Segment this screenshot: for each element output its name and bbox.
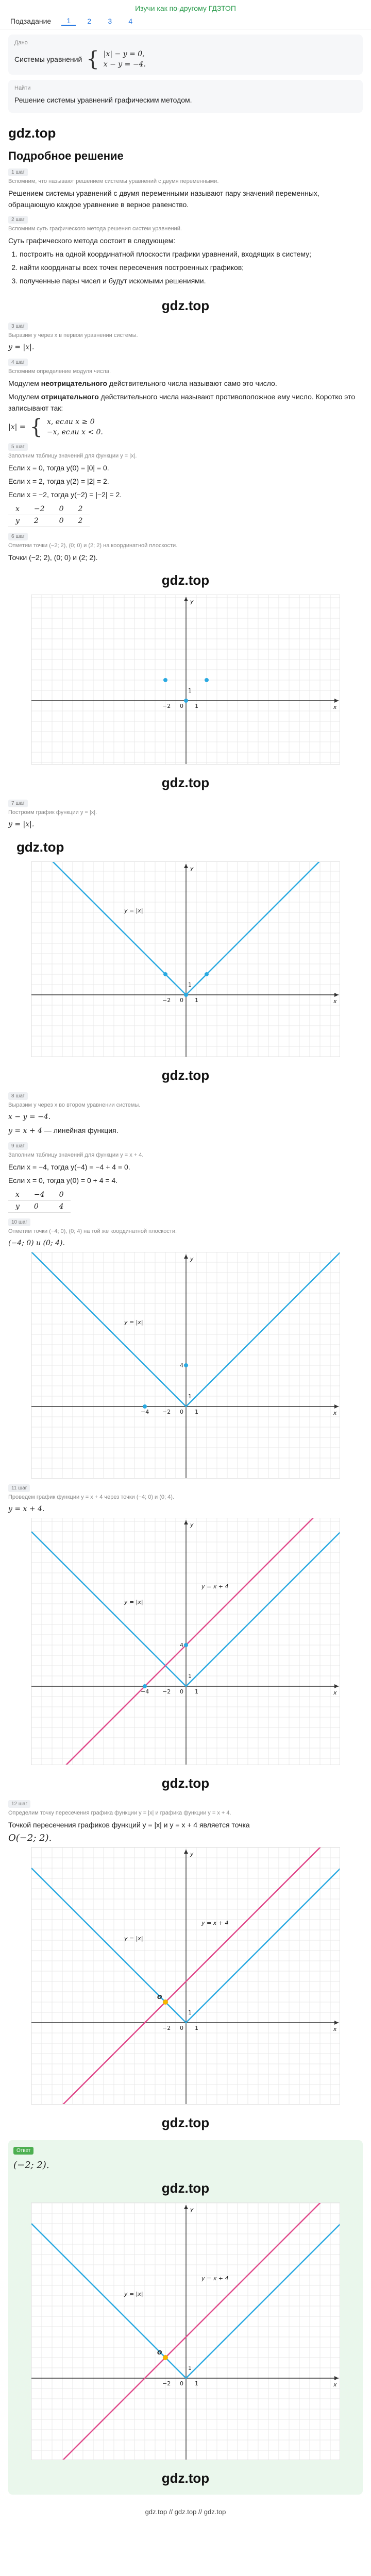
step-text: Точкой пересечения графиков функций y = |x| и y = x + 4 является точка [8,1821,250,1829]
answer-card [8,2140,363,2495]
step-note: Выразим у через х во втором уравнении системы. [8,1102,141,1108]
data-point [205,972,209,976]
step-note: Отметим точки (−4; 0), (0; 4) на той же координатной плоскости. [8,1228,177,1234]
tick-label: 1 [195,2025,198,2031]
y-arrow-icon [184,1255,188,1259]
x-axis-label: x [333,704,337,710]
step-formula: x − y = −4. [8,1113,51,1121]
value-table [8,503,90,527]
tick-label: 1 [188,687,192,694]
step-tag: 5 шаг [8,443,28,451]
watermark: gdz.top [161,1775,210,1791]
table-row [8,515,90,527]
value-table [8,1189,71,1213]
tick-label: 1 [188,2365,192,2371]
step-tag: 11 шаг [8,1484,30,1492]
tick-label: 4 [180,1362,183,1369]
origin-label: 0 [180,2025,183,2031]
origin-label: 0 [180,703,183,709]
tick-label: 1 [195,2380,198,2387]
y-axis-label: y [190,598,194,605]
step-note: Вспомним определение модуля числа. [8,368,111,375]
data-point [163,678,167,682]
origin-label: 0 [180,1688,183,1695]
piece-1: x, если x ≥ 0 [46,418,95,426]
step-tag: 3 шаг [8,323,28,330]
piece-lhs: |x| = [8,423,26,431]
table-cell: y [8,1201,27,1213]
coordinate-graph [31,1847,340,2105]
instruction-card [8,80,363,113]
step-1 [8,167,363,210]
step-note: Проведем график функции y = x + 4 через точки (−4; 0) и (0; 4). [8,1494,174,1500]
y-arrow-icon [184,1850,188,1854]
pieces [47,417,103,437]
abs-function-label: y = |x| [124,1599,143,1605]
tick-label: 1 [188,1393,192,1400]
subtask-tab-4[interactable]: 4 [128,17,133,25]
step-formula: y = |x|. [8,343,35,351]
tick-label: 1 [195,1688,198,1695]
linear-function-label: y = x + 4 [201,1920,229,1926]
tick-label: 1 [195,1409,198,1415]
y-axis-label: y [190,1851,194,1857]
equation-system [14,49,357,70]
table-cell: −4 [27,1189,52,1201]
step-tag: 1 шаг [8,168,28,176]
answer-value: (−2; 2). [13,2160,49,2171]
piecewise-formula [8,417,363,437]
graph-container [8,861,363,1057]
text-bold: отрицательного [41,393,99,401]
data-point [205,678,209,682]
graph-container [8,1518,363,1765]
x-axis-label: x [333,1689,337,1696]
abs-function-label: y = |x| [124,2291,143,2297]
coordinate-graph [31,1252,340,1479]
watermark: gdz.top [161,298,210,313]
watermark: gdz.top [161,2115,210,2130]
step-tag: 7 шаг [8,800,28,807]
table-cell: 0 [52,1189,71,1201]
abs-function-label: y = |x| [124,1319,143,1326]
y-axis-label: y [190,1256,194,1262]
intersection-point [163,1999,168,2005]
y-arrow-icon [184,1520,188,1524]
list-item: 2. найти координаты всех точек пересечения построенных графиков; [20,262,363,273]
step-6 [8,531,363,794]
tick-label: −2 [162,1409,171,1415]
table-cell: 2 [71,503,90,515]
step-note: Выразим у через х в первом уравнении системы. [8,332,138,338]
answer-tag: Ответ [13,2147,33,2155]
step-text [8,391,363,414]
x-axis-label: x [333,2026,337,2032]
table-cell: 4 [52,1201,71,1213]
instruction-tag: Найти [14,85,31,91]
graph-container [8,595,363,765]
y-axis-label: y [190,2206,194,2213]
step-formula [8,1125,363,1137]
step-10 [8,1217,363,1479]
promo-link-text[interactable]: Изучи как по-другому ГДЗТОП [135,4,236,12]
step-tag: 2 шаг [8,216,28,224]
step-text: Если x = −4, тогда y(−4) = −4 + 4 = 0. [8,1163,130,1171]
abs-function-label: y = |x| [124,1935,143,1942]
tick-label: −4 [141,1688,149,1695]
step-8 [8,1091,363,1137]
data-point [143,1684,147,1688]
tick-label: 1 [188,2009,192,2016]
tick-label: 1 [188,1673,192,1680]
equation-1: |x| − y = 0, [103,50,145,58]
tick-label: −2 [162,1688,171,1695]
table-cell: −2 [27,503,52,515]
data-point [143,1404,147,1409]
data-point [184,993,188,997]
watermark: gdz.top [161,572,210,588]
table-row [8,1189,71,1201]
step-11 [8,1483,363,1794]
x-axis-label: x [333,998,337,1005]
step-tag: 8 шаг [8,1092,28,1100]
table-cell: x [8,1189,27,1201]
watermark: gdz.top [161,775,210,790]
step-text [8,378,363,389]
step-tag: 6 шаг [8,533,28,540]
subtask-label: Подзадание [10,17,52,25]
brace-icon: { [29,415,43,439]
step-tag: 10 шаг [8,1218,30,1226]
step-text: Точки (−2; 2), (0; 0) и (2; 2). [8,553,98,562]
watermark: gdz.top [161,1067,210,1083]
watermark: gdz.top [161,2180,210,2196]
tick-label: 1 [195,703,198,709]
step-9 [8,1141,363,1213]
y-axis-label: y [190,1521,194,1528]
step-5 [8,442,363,527]
step-4 [8,357,363,437]
y-axis-label: y [190,865,194,872]
step-note: Определим точку пересечения графика функции y = |x| и графика функции y = x + 4. [8,1810,231,1816]
step-note: Заполним таблицу значений для функции y = |x|. [8,453,137,459]
subtask-tab-3[interactable]: 3 [108,17,112,25]
graph-container [13,2202,358,2460]
subtask-tab-2[interactable]: 2 [87,17,92,25]
data-point [184,1643,188,1647]
promo-link[interactable] [0,0,371,14]
list-item: 3. полученные пары чисел и будут искомыми решениями. [20,275,363,286]
step-text: Если x = 0, тогда y(0) = |0| = 0. [8,464,109,472]
step-2 [8,214,363,286]
coordinate-graph [31,2202,340,2460]
linear-function-label: y = x + 4 [201,1583,229,1590]
method-list [20,248,363,286]
origin-label: 0 [180,997,183,1004]
step-text: Если x = −2, тогда y(−2) = |−2| = 2. [8,490,122,499]
footer: gdz.top // gdz.top // gdz.top [145,2508,226,2516]
watermark: gdz.top [8,125,56,141]
step-tag: 9 шаг [8,1142,28,1150]
step-note: Вспомним, что называют решением системы уравнений с двумя переменными. [8,178,219,184]
task-tag: Дано [14,40,28,46]
step-tag: 12 шаг [8,1800,30,1808]
x-axis-label: x [333,1410,337,1416]
tick-label: −4 [141,1409,149,1415]
coordinate-graph [31,861,340,1057]
tick-label: 1 [195,997,198,1004]
y-arrow-icon [184,864,188,868]
tick-label: −2 [162,2380,171,2387]
table-cell: 0 [52,515,71,527]
x-arrow-icon [334,993,339,997]
step-text: Если x = 0, тогда y(0) = 0 + 4 = 4. [8,1176,118,1184]
data-point [184,699,188,703]
step-formula: (−4; 0) и (0; 4). [8,1239,65,1247]
step-3 [8,321,363,353]
watermark: gdz.top [16,839,64,855]
step-tag: 4 шаг [8,359,28,366]
table-cell: 2 [71,515,90,527]
step-note: Вспомним суть графического метода решения систем уравнений. [8,226,182,232]
equations [104,49,146,70]
graph-container [8,1252,363,1479]
formula: y = x + 4 [8,1127,42,1135]
step-note: Заполним таблицу значений для функции y = x + 4. [8,1152,144,1158]
step-text: Решением системы уравнений с двумя переменными называют пару значений переменных, обращающую каждое уравнение в верное равенство. [8,189,319,209]
solution-title: Подробное решение [8,149,124,162]
step-formula: y = x + 4. [8,1505,45,1513]
table-cell: 2 [27,515,52,527]
x-arrow-icon [334,699,339,703]
text-part: Модулем [8,393,41,401]
task-card [8,35,363,75]
table-row [8,1201,71,1213]
equation-2: x − y = −4. [103,60,146,69]
tick-label: −2 [162,997,171,1004]
data-point [163,972,167,976]
intersection-point: O(−2; 2). [8,1833,52,1843]
tick-label: 4 [180,1642,183,1649]
x-arrow-icon [334,2376,339,2380]
origin-label: 0 [180,1409,183,1415]
piece-2: −x, если x < 0. [46,428,103,436]
list-item: 1. построить на одной координатной плоскости графики уравнений, входящих в систему; [20,248,363,260]
formula-tail: — линейная функция. [42,1126,119,1134]
table-cell: y [8,515,27,527]
subtask-tab-1[interactable]: 1 [61,16,76,26]
table-cell: 0 [52,503,71,515]
y-arrow-icon [184,2205,188,2209]
table-cell: 0 [27,1201,52,1213]
tick-label: −2 [162,2025,171,2031]
step-formula: y = |x|. [8,820,35,828]
subtask-nav [0,14,371,29]
abs-function-label: y = |x| [124,907,143,914]
origin-label: 0 [180,2380,183,2387]
step-note: Построим график функции y = |x|. [8,809,97,816]
step-12 [8,1799,363,2134]
coordinate-graph [31,1518,340,1765]
linear-function-label: y = x + 4 [201,2275,229,2282]
brace-icon: { [86,47,99,71]
text-part: действительного числа называют противоположное ему число. Коротко это записывают так: [8,393,356,412]
tick-label: −2 [162,703,171,709]
step-7 [8,798,363,1087]
coordinate-graph [31,595,340,765]
system-label: Системы уравнений [14,55,82,63]
x-arrow-icon [334,1404,339,1409]
text-part: Модулем [8,379,41,387]
tick-label: 1 [188,981,192,988]
data-point [184,1363,188,1367]
text-part: действительного числа называют само это число. [107,379,277,387]
step-text: Если x = 2, тогда y(2) = |2| = 2. [8,477,109,485]
x-arrow-icon [334,2021,339,2025]
intersection-label: O [157,1994,162,2001]
x-arrow-icon [334,1684,339,1688]
table-cell: x [8,503,27,515]
intersection-point [163,2355,168,2360]
step-text: Суть графического метода состоит в следующем: [8,236,176,245]
intersection-label: O [157,2349,162,2356]
text-bold: неотрицательного [41,379,108,387]
step-note: Отметим точки (−2; 2), (0; 0) и (2; 2) на координатной плоскости. [8,543,178,549]
x-axis-label: x [333,2381,337,2388]
instruction-text: Решение системы уравнений графическим методом. [14,96,192,104]
table-row [8,503,90,515]
graph-container [8,1847,363,2105]
watermark: gdz.top [161,2470,210,2486]
